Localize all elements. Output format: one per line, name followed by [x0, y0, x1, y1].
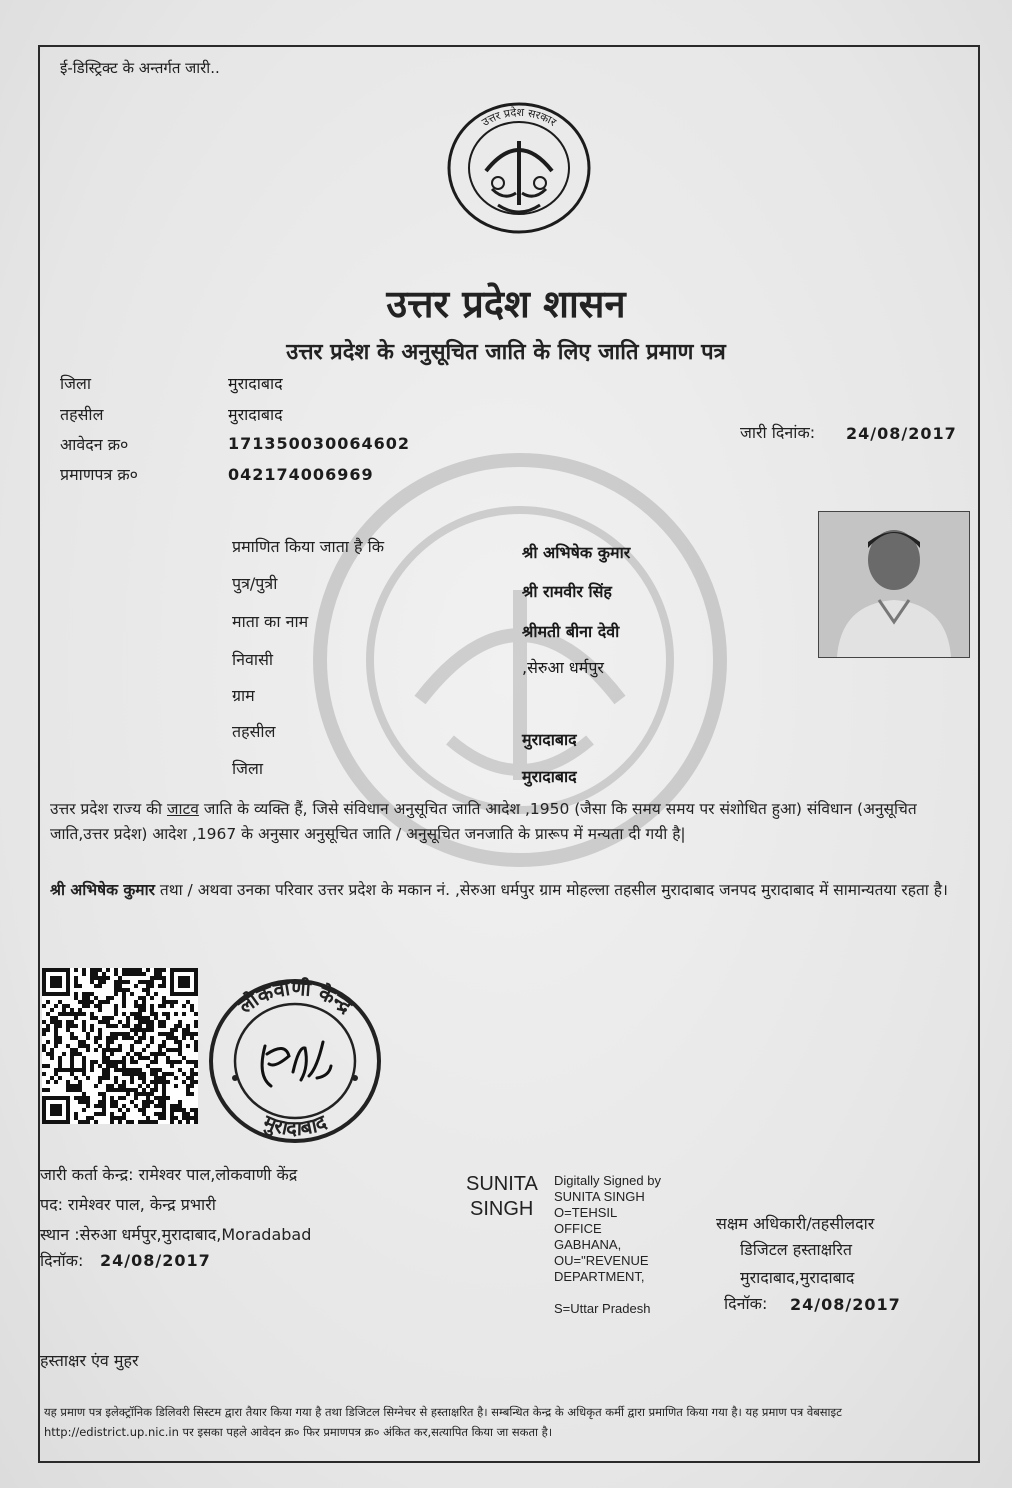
authority-digital: डिजिटल हस्ताक्षरित	[740, 1240, 852, 1259]
detail-district-label: जिला	[232, 759, 264, 778]
issuer-place: स्थान :सेरुआ धर्मपुर,मुरादाबाद,Moradabad	[40, 1225, 312, 1244]
up-govt-emblem-icon	[446, 101, 592, 235]
caste-name: जाटव	[166, 800, 199, 818]
issuer-post: पद: रामेश्वर पाल, केन्द्र प्रभारी	[40, 1195, 216, 1214]
person-icon	[819, 512, 969, 657]
son-daughter-label: पुत्र/पुत्री	[232, 574, 278, 593]
signer-name-line1: SUNITA	[466, 1173, 538, 1195]
top-note: ई-डिस्ट्रिक्ट के अन्तर्गत जारी..	[60, 59, 220, 77]
issuer-date-label: दिनॉक:	[40, 1251, 84, 1270]
village-label: ग्राम	[232, 686, 255, 705]
sign-and-seal: हस्ताक्षर एंव मुहर	[40, 1351, 139, 1370]
detail-tehsil-label: तहसील	[232, 722, 276, 741]
signer-name-line2: SINGH	[470, 1198, 534, 1220]
resident-label: निवासी	[232, 650, 274, 669]
sig-line: GABHANA,	[554, 1237, 622, 1252]
caste-paragraph	[50, 797, 960, 847]
footer-note: यह प्रमाण पत्र इलेक्ट्रॉनिक डिलिवरी सिस्टम द्वारा तैयार किया गया है तथा डिजिटल सिग्नेचर से हस्ताक्षरित है। सम्बन्धित केन्द्र के अधिकृत कर्मी द्वारा प्रमाणित किया गया है। यह प्रमाण पत्र वेबसाइट http://edistrict.up.nic.in पर इसका पहले आवेदन क्र० फिर प्रमाणपत्र क्र० अंकित कर,सत्यापित किया जा सकता है।	[44, 1405, 842, 1439]
authority-title: सक्षम अधिकारी/तहसीलदार	[716, 1214, 875, 1233]
detail-district-value: मुरादाबाद	[522, 767, 577, 786]
district-value: मुरादाबाद	[228, 374, 283, 393]
page-title: उत्तर प्रदेश शासन	[386, 282, 626, 326]
sig-line: OU="REVENUE	[554, 1253, 649, 1268]
issue-date-value: 24/08/2017	[846, 424, 957, 443]
residence-paragraph	[50, 878, 965, 903]
mother-name-label: माता का नाम	[232, 612, 309, 631]
application-no-label: आवेदन क्र०	[60, 435, 129, 454]
district-label: जिला	[60, 374, 92, 393]
sig-line: Digitally Signed by	[554, 1173, 661, 1188]
authority-place: मुरादाबाद,मुरादाबाद	[740, 1268, 855, 1287]
seal-top-text: लोकवाणी केन्द्र	[233, 976, 357, 1019]
authority-date-value: 24/08/2017	[790, 1295, 901, 1314]
sig-line: SUNITA SINGH	[554, 1189, 645, 1204]
residence-paragraph-name: श्री अभिषेक कुमार	[50, 881, 155, 899]
detail-tehsil-value: मुरादाबाद	[522, 730, 577, 749]
father-name: श्री रामवीर सिंह	[522, 582, 612, 601]
caste-paragraph-rest: जाति के व्यक्ति हैं, जिसे संविधान अनुसूचित जाति आदेश ,1950 (जैसा कि समय समय पर संशोधित हुआ) संविधान (अनुसूचित जाति,उत्तर प्रदेश) आदेश ,1967 के अनुसार अनुसूचित जाति / अनुसूचित जनजाति के प्रारूप में मन्यता दी गयी है|	[50, 800, 917, 843]
issuer-date-value: 24/08/2017	[100, 1251, 211, 1270]
mother-name: श्रीमती बीना देवी	[522, 622, 620, 641]
digital-signature-details	[554, 1173, 661, 1317]
sig-line: DEPARTMENT,	[554, 1269, 645, 1284]
svg-text:लोकवाणी केन्द्र	[233, 976, 358, 1019]
certified-label: प्रमाणित किया जाता है कि	[232, 537, 385, 556]
emblem-ring-text: उत्तर प्रदेश सरकार	[479, 105, 559, 129]
round-seal-icon	[205, 976, 385, 1146]
residence-paragraph-rest: तथा / अथवा उनका परिवार उत्तर प्रदेश के मकान नं. ,सेरुआ धर्मपुर ग्राम मोहल्ला तहसील मुरादाबाद जनपद मुरादाबाद में सामान्यतया रहता है।	[159, 881, 948, 899]
svg-text:मुरादाबाद	[259, 1109, 331, 1140]
application-no-value: 171350030064602	[228, 434, 410, 453]
qr-code	[42, 968, 198, 1124]
caste-paragraph-prefix: उत्तर प्रदेश राज्य की	[50, 800, 163, 818]
resident-value: ,सेरुआ धर्मपुर	[522, 658, 604, 677]
applicant-photo	[818, 511, 970, 658]
tehsil-label: तहसील	[60, 405, 104, 424]
sig-line	[554, 1285, 661, 1301]
issuer-center: जारी कर्ता केन्द्र: रामेश्वर पाल,लोकवाणी केंद्र	[40, 1165, 298, 1184]
sig-line: S=Uttar Pradesh	[554, 1301, 651, 1316]
applicant-name: श्री अभिषेक कुमार	[522, 543, 631, 562]
issue-date-label: जारी दिनांक:	[740, 423, 816, 442]
sig-line: OFFICE	[554, 1221, 602, 1236]
tehsil-value: मुरादाबाद	[228, 405, 283, 424]
certificate-no-label: प्रमाणपत्र क्र०	[60, 465, 138, 484]
certificate-no-value: 042174006969	[228, 465, 374, 484]
sig-line: O=TEHSIL	[554, 1205, 618, 1220]
certificate-subtitle: उत्तर प्रदेश के अनुसूचित जाति के लिए जाति प्रमाण पत्र	[286, 340, 726, 365]
seal-bottom-text: मुरादाबाद	[260, 1109, 330, 1141]
authority-date-label: दिनॉक:	[724, 1294, 768, 1313]
